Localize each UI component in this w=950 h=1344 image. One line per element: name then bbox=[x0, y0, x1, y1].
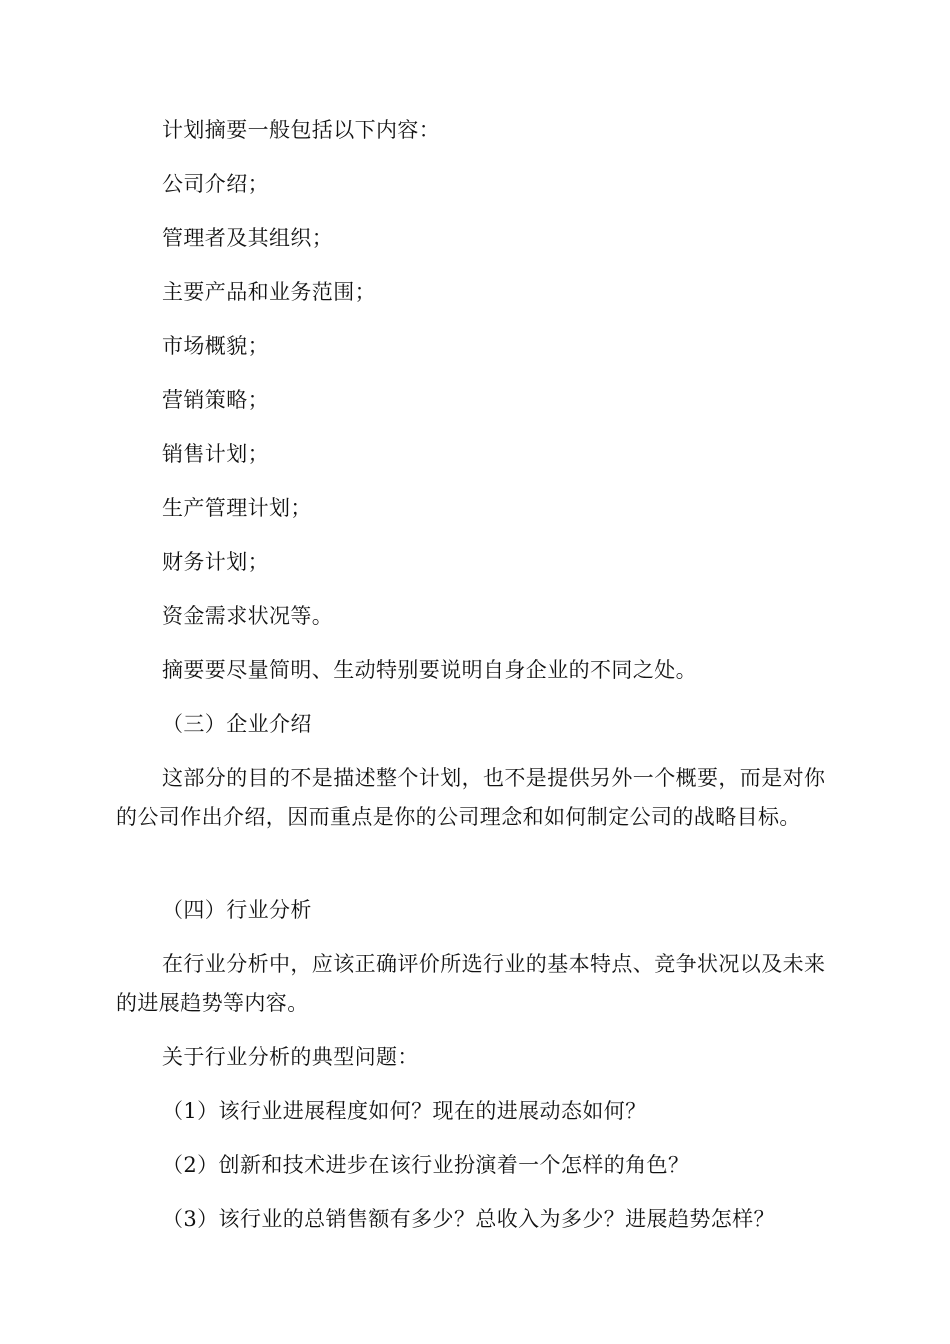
list-item-production: 生产管理计划； bbox=[162, 496, 312, 520]
question-item-2: （2）创新和技术进步在该行业扮演着一个怎样的角色？ bbox=[162, 1153, 690, 1177]
paragraph-summary-note: 摘要要尽量简明、生动特别要说明自身企业的不同之处。 bbox=[162, 658, 697, 682]
list-item-company-intro: 公司介绍； bbox=[162, 172, 269, 196]
section-heading-industry: （四）行业分析 bbox=[162, 898, 312, 922]
paragraph-summary-intro: 计划摘要一般包括以下内容： bbox=[162, 118, 441, 142]
list-item-marketing: 营销策略； bbox=[162, 388, 269, 412]
list-item-management: 管理者及其组织； bbox=[162, 226, 334, 250]
list-item-market: 市场概貌； bbox=[162, 334, 269, 358]
list-item-sales: 销售计划； bbox=[162, 442, 269, 466]
list-item-products: 主要产品和业务范围； bbox=[162, 280, 376, 304]
paragraph-industry-desc: 在行业分析中，应该正确评价所选行业的基本特点、竞争状况以及未来的进展趋势等内容。 bbox=[116, 952, 826, 1015]
paragraph-typical-questions: 关于行业分析的典型问题： bbox=[162, 1045, 419, 1069]
list-item-funding: 资金需求状况等。 bbox=[162, 604, 334, 628]
question-item-3: （3）该行业的总销售额有多少？总收入为多少？进展趋势怎样？ bbox=[162, 1207, 775, 1231]
section-heading-company: （三）企业介绍 bbox=[162, 712, 312, 736]
list-item-finance: 财务计划； bbox=[162, 550, 269, 574]
question-item-1: （1）该行业进展程度如何？现在的进展动态如何？ bbox=[162, 1099, 647, 1123]
paragraph-company-desc: 这部分的目的不是描述整个计划，也不是提供另外一个概要，而是对你的公司作出介绍，因而重点是你的公司理念和如何制定公司的战略目标。 bbox=[116, 766, 826, 829]
